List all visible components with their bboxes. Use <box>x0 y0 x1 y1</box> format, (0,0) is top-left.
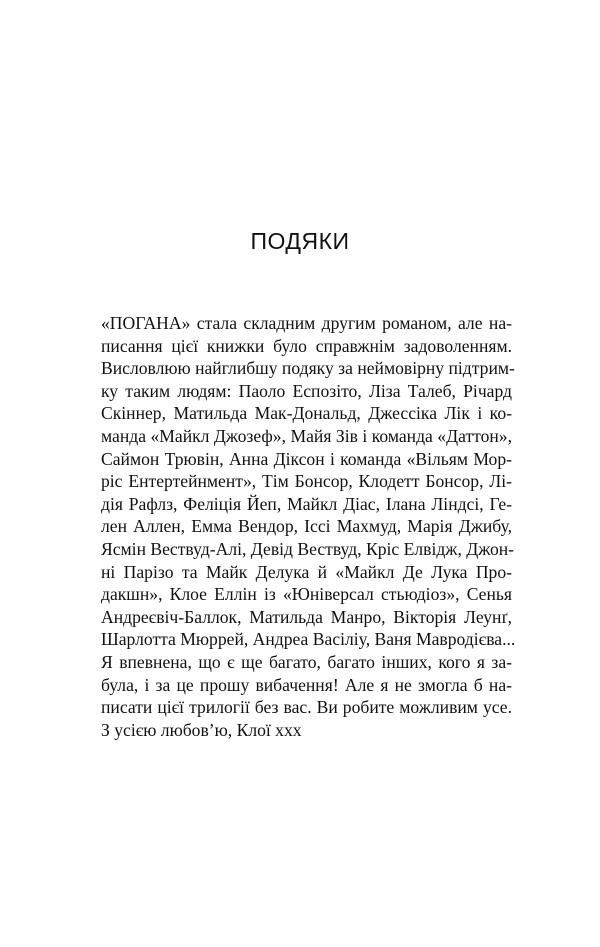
acknowledgements-text <box>101 312 516 741</box>
text-line: Я впевнена, що є ще багато, багато інших, кого я за- <box>101 651 512 672</box>
text-line-signature: З усією любов’ю, Клої ххх <box>101 719 302 740</box>
text-line: писати цієї трилогії без вас. Ви робите можливим усе. <box>101 697 512 718</box>
text-line: була, і за це прошу вибачення! Але я не змогла б на- <box>101 674 512 695</box>
text-line: писання цієї книжки було справжнім задоволенням. <box>101 335 512 356</box>
page-title: ПОДЯКИ <box>250 228 350 254</box>
text-line: Ясмін Веcтвуд-Алі, Девід Вествуд, Кріс Елвідж, Джон- <box>101 538 515 559</box>
text-line: ку таким людям: Паоло Еспозіто, Ліза Талеб, Річард <box>101 380 512 401</box>
text-line: манда «Майкл Джозеф», Майя Зів і команда «Даттон», <box>101 425 512 446</box>
text-line: «ПОГАНА» стала складним другим романом, але на- <box>101 313 512 333</box>
text-line: Шарлотта Мюррей, Андреа Васіліу, Ваня Мавродієва... <box>101 629 516 650</box>
text-line: ні Парізо та Майк Делука й «Майкл Де Лука Про- <box>101 561 512 582</box>
text-line: Андреєвіч-Баллок, Матильда Манро, Вікторія Леунґ, <box>101 606 512 627</box>
text-line: дакшн», Клое Еллін із «Юніверсал стьюдіоз», Сенья <box>101 584 512 605</box>
text-line: ріс Ентертейнмент», Тім Бонсор, Клодетт Бонсор, Лі- <box>101 471 512 492</box>
text-line: Саймон Трювін, Анна Діксон і команда «Вільям Мор- <box>101 448 512 469</box>
text-line: лен Аллен, Емма Вендор, Іссі Махмуд, Марія Джибу, <box>101 516 512 537</box>
text-line: дія Рафлз, Феліція Йеп, Майкл Діас, Ілана Ліндсі, Ге- <box>101 493 512 514</box>
text-line: Скіннер, Матильда Мак-Дональд, Джессіка Лік і ко- <box>101 403 512 424</box>
text-line: Висловлюю найглибшу подяку за неймовірну підтрим- <box>101 358 515 379</box>
